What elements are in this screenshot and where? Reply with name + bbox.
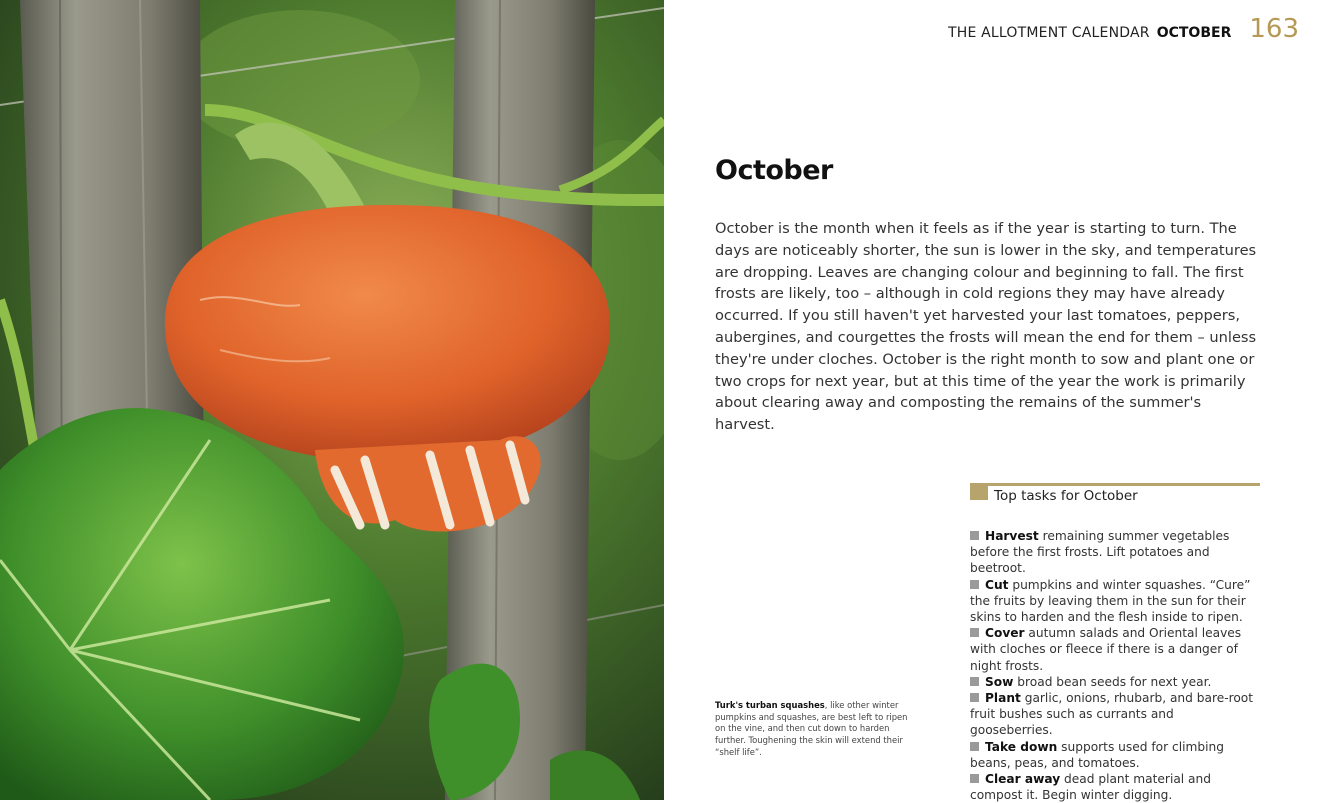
task-verb: Harvest: [985, 529, 1039, 543]
list-item: [970, 771, 1260, 803]
task-text: autumn salads and Oriental leaves with cloches or fleece if there is a danger of night frosts.: [970, 626, 1242, 673]
top-tasks-heading: Top tasks for October: [994, 488, 1138, 504]
square-bullet-icon: [970, 531, 979, 540]
square-bullet-icon: [970, 580, 979, 589]
page-number: 163: [1249, 14, 1299, 44]
task-verb: Cover: [985, 626, 1025, 641]
list-item: [970, 690, 1260, 739]
task-text: supports used for climbing beans, peas, and tomatoes.: [970, 739, 1224, 770]
accent-swatch: [970, 483, 988, 500]
task-text: dead plant material and compost it. Begin winter digging.: [970, 772, 1211, 803]
running-header-month: OCTOBER: [1156, 25, 1232, 41]
intro-paragraph: October is the month when it feels as if the year is starting to turn. The days are noticeably shorter, the sun is lower in the sky, and temperatures are dropping. Leaves are changing colour and beginning to fall. The first frosts are likely, too – although in cold regions they may have already occurred. If you still haven't yet harvested your last tomatoes, peppers, aubergines, and courgettes the frosts will mean the end for them – unless they're under cloches. October is the right month to sow and plant one or two crops for next year, but at this time of the year the work is primarily about clearing away and composting the remains of the summer's harvest.: [715, 220, 1257, 434]
running-header-series: THE ALLOTMENT CALENDAR: [947, 25, 1150, 41]
square-bullet-icon: [970, 677, 979, 686]
task-verb: Plant: [985, 691, 1021, 706]
list-item: [970, 577, 1260, 626]
task-text: garlic, onions, rhubarb, and bare-root fruit bushes such as currants and gooseberries.: [970, 691, 1254, 738]
top-tasks-box: [970, 483, 1260, 803]
list-item: [970, 625, 1260, 674]
task-text: pumpkins and winter squashes. “Cure” the fruits by leaving them in the sun for their skins to harden and the flesh inside to ripen.: [970, 577, 1251, 625]
task-text: remaining summer vegetables before the first frosts. Lift potatoes and beetroot.: [970, 529, 1230, 576]
top-tasks-header: [970, 483, 1260, 511]
photo-caption: [715, 700, 915, 759]
list-item: [970, 739, 1260, 771]
square-bullet-icon: [970, 693, 979, 702]
square-bullet-icon: [970, 628, 979, 637]
task-verb: Cut: [985, 577, 1009, 592]
task-verb: Take down: [985, 739, 1058, 754]
task-verb: Sow: [985, 674, 1014, 689]
list-item: [970, 674, 1260, 690]
task-text: broad bean seeds for next year.: [1013, 674, 1212, 689]
square-bullet-icon: [970, 774, 979, 783]
running-header: [948, 14, 1299, 44]
square-bullet-icon: [970, 742, 979, 751]
caption-subject: Turk's turban squashes: [715, 700, 825, 710]
list-item: [970, 528, 1260, 577]
task-list: [970, 528, 1260, 803]
page-title: October: [715, 155, 833, 186]
task-verb: Clear away: [985, 772, 1061, 787]
caption-text: , like other winter pumpkins and squashes, are best left to ripen on the vine, and then cut down to harden further. Toughening the skin will extend their “shelf life”.: [715, 700, 908, 757]
photo-turks-turban-squash: [0, 0, 664, 800]
